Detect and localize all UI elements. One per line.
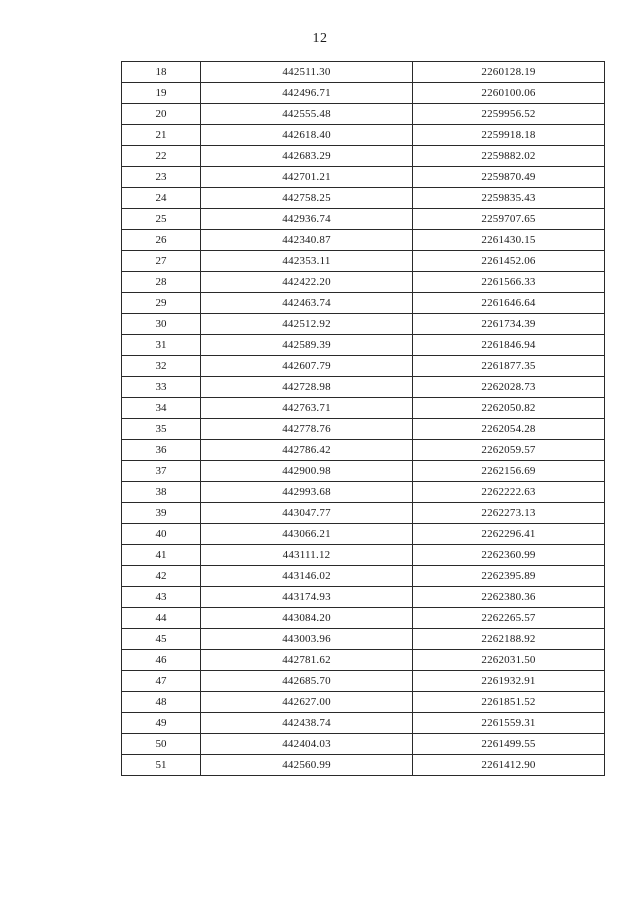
point-number-cell: 43 [122, 587, 201, 608]
x-coordinate-cell: 442463.74 [201, 293, 413, 314]
x-coordinate-cell: 442701.21 [201, 167, 413, 188]
y-coordinate-cell: 2261877.35 [413, 356, 605, 377]
table-row [122, 335, 605, 356]
point-number-cell: 32 [122, 356, 201, 377]
x-coordinate-cell: 442627.00 [201, 692, 413, 713]
point-number-cell: 19 [122, 83, 201, 104]
y-coordinate-cell: 2262059.57 [413, 440, 605, 461]
y-coordinate-cell: 2259956.52 [413, 104, 605, 125]
table-row [122, 146, 605, 167]
table-row [122, 629, 605, 650]
point-number-cell: 50 [122, 734, 201, 755]
point-number-cell: 44 [122, 608, 201, 629]
y-coordinate-cell: 2261846.94 [413, 335, 605, 356]
y-coordinate-cell: 2261559.31 [413, 713, 605, 734]
point-number-cell: 31 [122, 335, 201, 356]
x-coordinate-cell: 442607.79 [201, 356, 413, 377]
table-row [122, 314, 605, 335]
table-row [122, 524, 605, 545]
y-coordinate-cell: 2262395.89 [413, 566, 605, 587]
y-coordinate-cell: 2259918.18 [413, 125, 605, 146]
y-coordinate-cell: 2262054.28 [413, 419, 605, 440]
table-row [122, 251, 605, 272]
table-row [122, 125, 605, 146]
point-number-cell: 28 [122, 272, 201, 293]
x-coordinate-cell: 443047.77 [201, 503, 413, 524]
point-number-cell: 29 [122, 293, 201, 314]
page-number: 12 [312, 31, 328, 46]
y-coordinate-cell: 2262028.73 [413, 377, 605, 398]
table-row [122, 272, 605, 293]
point-number-cell: 47 [122, 671, 201, 692]
table-row [122, 104, 605, 125]
x-coordinate-cell: 442763.71 [201, 398, 413, 419]
table-row [122, 230, 605, 251]
point-number-cell: 18 [122, 62, 201, 83]
y-coordinate-cell: 2262031.50 [413, 650, 605, 671]
x-coordinate-cell: 442683.29 [201, 146, 413, 167]
table-row [122, 62, 605, 83]
point-number-cell: 39 [122, 503, 201, 524]
point-number-cell: 35 [122, 419, 201, 440]
y-coordinate-cell: 2259870.49 [413, 167, 605, 188]
x-coordinate-cell: 443111.12 [201, 545, 413, 566]
table-row [122, 188, 605, 209]
point-number-cell: 46 [122, 650, 201, 671]
point-number-cell: 23 [122, 167, 201, 188]
x-coordinate-cell: 442404.03 [201, 734, 413, 755]
table-row [122, 503, 605, 524]
y-coordinate-cell: 2261499.55 [413, 734, 605, 755]
x-coordinate-cell: 442618.40 [201, 125, 413, 146]
x-coordinate-cell: 442511.30 [201, 62, 413, 83]
x-coordinate-cell: 442728.98 [201, 377, 413, 398]
coordinates-table [121, 61, 605, 776]
table-row [122, 608, 605, 629]
point-number-cell: 33 [122, 377, 201, 398]
table-row [122, 755, 605, 776]
y-coordinate-cell: 2262380.36 [413, 587, 605, 608]
y-coordinate-cell: 2261932.91 [413, 671, 605, 692]
table-row [122, 440, 605, 461]
x-coordinate-cell: 443084.20 [201, 608, 413, 629]
table-row [122, 545, 605, 566]
y-coordinate-cell: 2261566.33 [413, 272, 605, 293]
point-number-cell: 22 [122, 146, 201, 167]
table-row [122, 83, 605, 104]
x-coordinate-cell: 442512.92 [201, 314, 413, 335]
y-coordinate-cell: 2259835.43 [413, 188, 605, 209]
x-coordinate-cell: 443003.96 [201, 629, 413, 650]
table-row [122, 461, 605, 482]
y-coordinate-cell: 2262156.69 [413, 461, 605, 482]
table-row [122, 713, 605, 734]
y-coordinate-cell: 2262360.99 [413, 545, 605, 566]
x-coordinate-cell: 442758.25 [201, 188, 413, 209]
table-row [122, 419, 605, 440]
point-number-cell: 51 [122, 755, 201, 776]
point-number-cell: 45 [122, 629, 201, 650]
table-row [122, 566, 605, 587]
table-row [122, 692, 605, 713]
x-coordinate-cell: 442781.62 [201, 650, 413, 671]
x-coordinate-cell: 442993.68 [201, 482, 413, 503]
table-row [122, 587, 605, 608]
table-row [122, 293, 605, 314]
x-coordinate-cell: 442353.11 [201, 251, 413, 272]
x-coordinate-cell: 443066.21 [201, 524, 413, 545]
x-coordinate-cell: 442422.20 [201, 272, 413, 293]
point-number-cell: 48 [122, 692, 201, 713]
y-coordinate-cell: 2261452.06 [413, 251, 605, 272]
x-coordinate-cell: 442786.42 [201, 440, 413, 461]
point-number-cell: 36 [122, 440, 201, 461]
point-number-cell: 26 [122, 230, 201, 251]
y-coordinate-cell: 2262273.13 [413, 503, 605, 524]
point-number-cell: 38 [122, 482, 201, 503]
y-coordinate-cell: 2261412.90 [413, 755, 605, 776]
point-number-cell: 34 [122, 398, 201, 419]
y-coordinate-cell: 2261734.39 [413, 314, 605, 335]
y-coordinate-cell: 2260128.19 [413, 62, 605, 83]
x-coordinate-cell: 443174.93 [201, 587, 413, 608]
table-row [122, 356, 605, 377]
y-coordinate-cell: 2262222.63 [413, 482, 605, 503]
y-coordinate-cell: 2262296.41 [413, 524, 605, 545]
y-coordinate-cell: 2262265.57 [413, 608, 605, 629]
table-row [122, 167, 605, 188]
point-number-cell: 24 [122, 188, 201, 209]
x-coordinate-cell: 443146.02 [201, 566, 413, 587]
table-row [122, 671, 605, 692]
coordinates-table-body [122, 62, 605, 776]
table-row [122, 377, 605, 398]
point-number-cell: 40 [122, 524, 201, 545]
x-coordinate-cell: 442589.39 [201, 335, 413, 356]
x-coordinate-cell: 442900.98 [201, 461, 413, 482]
table-row [122, 209, 605, 230]
x-coordinate-cell: 442340.87 [201, 230, 413, 251]
table-row [122, 398, 605, 419]
table-row [122, 650, 605, 671]
point-number-cell: 27 [122, 251, 201, 272]
x-coordinate-cell: 442496.71 [201, 83, 413, 104]
y-coordinate-cell: 2262050.82 [413, 398, 605, 419]
point-number-cell: 41 [122, 545, 201, 566]
x-coordinate-cell: 442438.74 [201, 713, 413, 734]
y-coordinate-cell: 2260100.06 [413, 83, 605, 104]
point-number-cell: 30 [122, 314, 201, 335]
point-number-cell: 49 [122, 713, 201, 734]
x-coordinate-cell: 442560.99 [201, 755, 413, 776]
y-coordinate-cell: 2261430.15 [413, 230, 605, 251]
point-number-cell: 37 [122, 461, 201, 482]
y-coordinate-cell: 2259882.02 [413, 146, 605, 167]
x-coordinate-cell: 442685.70 [201, 671, 413, 692]
x-coordinate-cell: 442555.48 [201, 104, 413, 125]
point-number-cell: 42 [122, 566, 201, 587]
x-coordinate-cell: 442778.76 [201, 419, 413, 440]
point-number-cell: 20 [122, 104, 201, 125]
table-row [122, 734, 605, 755]
y-coordinate-cell: 2261851.52 [413, 692, 605, 713]
point-number-cell: 25 [122, 209, 201, 230]
y-coordinate-cell: 2261646.64 [413, 293, 605, 314]
point-number-cell: 21 [122, 125, 201, 146]
y-coordinate-cell: 2259707.65 [413, 209, 605, 230]
x-coordinate-cell: 442936.74 [201, 209, 413, 230]
y-coordinate-cell: 2262188.92 [413, 629, 605, 650]
table-row [122, 482, 605, 503]
